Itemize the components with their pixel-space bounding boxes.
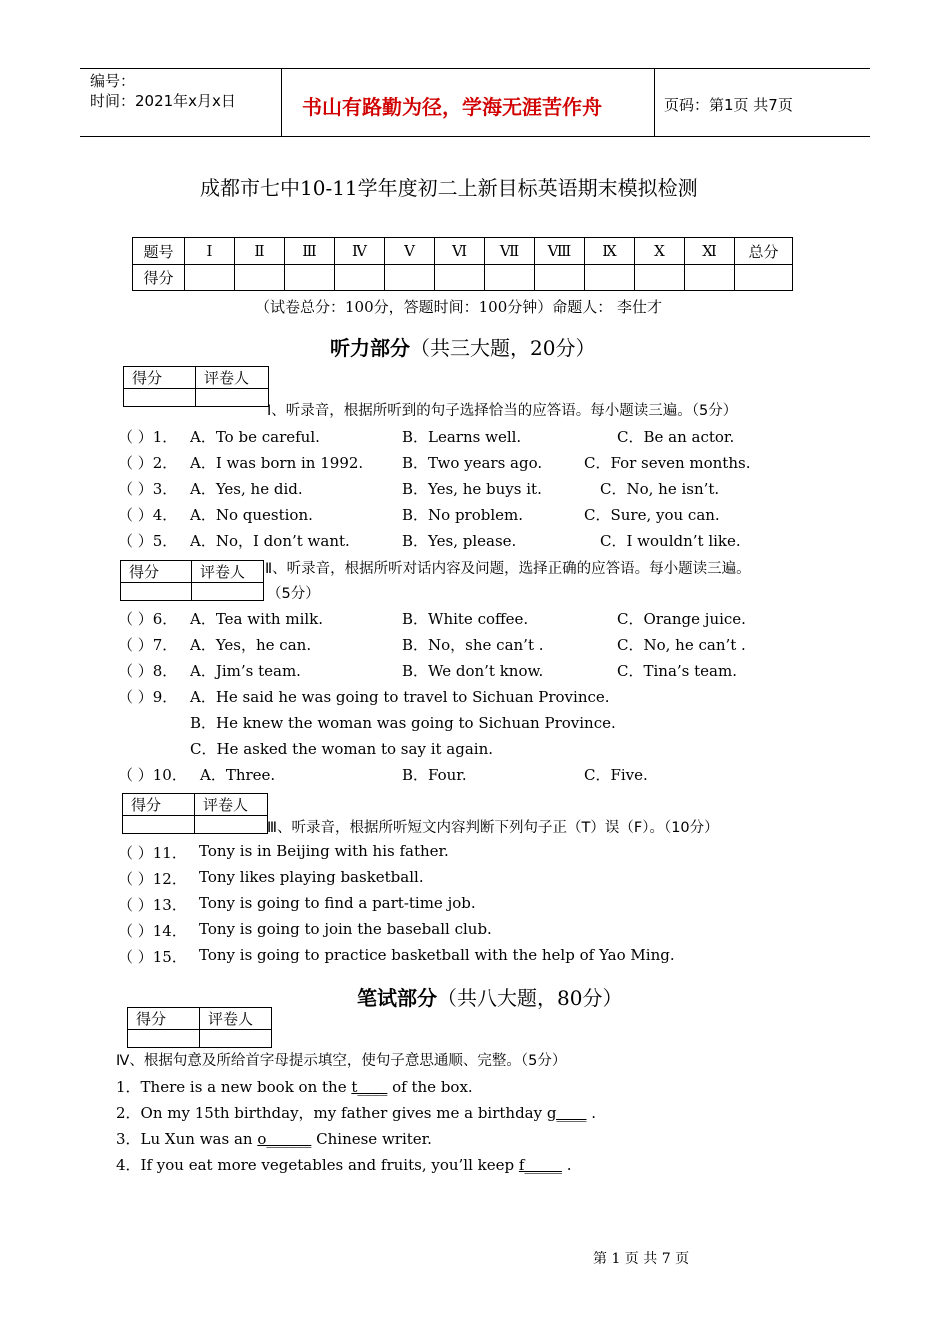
score-cell[interactable] [535,265,585,291]
option-a: A．I was born in 1992. [190,454,364,472]
question-number: （ ）2． [118,454,178,472]
writing-title-rest: （共八大题，80分） [437,986,623,1010]
option-c: C．Tina’s team. [617,662,737,680]
question-number: （ ）15． [118,948,187,966]
option-b: B．Learns well. [402,428,522,446]
grader-box-3 [122,793,268,834]
fill-item [116,1154,572,1175]
score-table-row-label: 得分 [133,265,185,291]
option-c: C．He asked the woman to say it again. [190,740,493,758]
score-table-col: Ⅰ [185,238,235,265]
score-table-col: Ⅸ [585,238,635,265]
item-text-before: Lu Xun was an [140,1130,258,1148]
score-cell[interactable] [635,265,685,291]
score-cell[interactable] [735,265,793,291]
page-label: 页码：第1页 共7页 [664,96,793,114]
grader-score-cell[interactable] [121,583,192,601]
fill-item [116,1102,596,1123]
item-blank[interactable]: f_____ [518,1156,562,1174]
item-number: 4． [116,1156,141,1174]
question-number: （ ）3． [118,480,178,498]
option-b: B．Four. [402,766,467,784]
grader-reviewer-label: 评卷人 [192,561,264,583]
option-a: A．To be careful. [190,428,320,446]
question-number: （ ）12． [118,870,187,888]
question-number: （ ）13． [118,896,187,914]
grader-reviewer-cell[interactable] [192,583,264,601]
exam-info: （试卷总分：100分，答题时间：100分钟）命题人： 李仕才 [255,298,663,316]
grader-box-1 [123,366,269,407]
grader-score-cell[interactable] [123,816,195,834]
grader-score-cell[interactable] [124,389,196,407]
part3-instruction: Ⅲ、听录音，根据所听短文内容判断下列句子正（T）误（F）。（10分） [267,820,719,836]
item-blank[interactable]: t____ [351,1078,388,1096]
score-table-col: Ⅹ [635,238,685,265]
score-cell[interactable] [585,265,635,291]
score-table-total: 总分 [735,238,793,265]
score-table-col: Ⅵ [435,238,485,265]
grader-reviewer-cell[interactable] [195,816,268,834]
option-a: A．Tea with milk. [190,610,324,628]
option-b: B．No problem. [402,506,524,524]
score-cell[interactable] [185,265,235,291]
option-c: C．Be an actor. [617,428,735,446]
option-a: A．No question. [190,506,313,524]
item-number: 2． [116,1104,141,1122]
grader-score-label: 得分 [124,367,196,389]
option-b: B．We don’t know. [402,662,544,680]
question-text: Tony is going to practice basketball with the help of Yao Ming. [199,946,675,964]
fill-item [116,1076,473,1097]
item-text-before: If you eat more vegetables and fruits, you’ll keep [140,1156,519,1174]
option-c: C．For seven months. [584,454,751,472]
score-table-col: Ⅷ [535,238,585,265]
option-c: C．No, he can’t . [617,636,746,654]
header-divider-left [281,68,282,136]
score-table [132,237,793,291]
option-a: A．Three. [200,766,276,784]
option-b: B．Yes, please. [402,532,517,550]
score-table-header-label: 题号 [133,238,185,265]
item-number: 1． [116,1078,141,1096]
question-number: （ ）9． [118,688,178,706]
option-c: C．Sure, you can. [584,506,720,524]
option-a: A．Yes，he can. [190,636,312,654]
option-c: C．Five. [584,766,648,784]
question-text: Tony is going to find a part-time job. [199,894,476,912]
date-label: 时间：2021年x月x日 [90,92,236,110]
option-c: C．I wouldn’t like. [600,532,741,550]
item-text-after: . [561,1156,572,1174]
writing-title-bold: 笔试部分 [357,986,437,1010]
grader-box-2 [120,560,264,601]
option-b: B．No，she can’t . [402,636,544,654]
document-title: 成都市七中10-11学年度初二上新目标英语期末模拟检测 [200,176,698,200]
item-text-after: . [586,1104,597,1122]
score-table-col: Ⅺ [685,238,735,265]
grader-reviewer-cell[interactable] [196,389,269,407]
item-text-after: Chinese writer. [311,1130,432,1148]
option-b: B．White coffee. [402,610,529,628]
listening-section-title [330,332,595,361]
score-table-col: Ⅶ [485,238,535,265]
score-cell[interactable] [285,265,335,291]
question-number: （ ）6． [118,610,178,628]
grader-score-label: 得分 [128,1008,200,1030]
score-table-col: Ⅱ [235,238,285,265]
score-cell[interactable] [235,265,285,291]
part2-instruction: Ⅱ、听录音，根据所听对话内容及问题，选择正确的应答语。每小题读三遍。 [265,561,751,577]
item-blank[interactable]: o______ [257,1130,312,1148]
item-text-after: of the box. [387,1078,473,1096]
item-text-before: There is a new book on the [140,1078,352,1096]
grader-box-4 [127,1007,272,1048]
grader-score-label: 得分 [121,561,192,583]
question-text: Tony is in Beijing with his father. [199,842,449,860]
listening-title-rest: （共三大题，20分） [410,336,596,360]
grader-reviewer-label: 评卷人 [196,367,269,389]
question-number: （ ）7． [118,636,178,654]
part2-instruction-points: （5分） [267,586,320,602]
header-motto: 书山有路勤为径，学海无涯苦作舟 [302,95,602,119]
serial-label: 编号： [90,72,136,90]
option-b: B．He knew the woman was going to Sichuan Province. [190,714,616,732]
score-cell[interactable] [435,265,485,291]
part4-instruction: Ⅳ、根据句意及所给首字母提示填空，使句子意思通顺、完整。（5分） [116,1053,567,1069]
score-cell[interactable] [485,265,535,291]
score-table-col: Ⅳ [335,238,385,265]
question-number: （ ）1． [118,428,178,446]
page-footer: 第 1 页 共 7 页 [593,1251,690,1267]
option-a: A．Yes, he did. [190,480,303,498]
question-text: Tony is going to join the baseball club. [199,920,492,938]
question-number: （ ）4． [118,506,178,524]
item-text-before: On my 15th birthday，my father gives me a birthday [140,1104,547,1122]
header-divider-right [654,68,655,136]
fill-item [116,1128,432,1149]
header-bottom-rule [80,136,870,137]
score-cell[interactable] [335,265,385,291]
option-b: B．Two years ago. [402,454,543,472]
score-table-col: Ⅴ [385,238,435,265]
option-c: C．Orange juice. [617,610,746,628]
question-number: （ ）8． [118,662,178,680]
grader-reviewer-label: 评卷人 [195,794,268,816]
item-blank[interactable]: g____ [546,1104,587,1122]
grader-score-label: 得分 [123,794,195,816]
question-number: （ ）14． [118,922,187,940]
option-a: A．No，I don’t want. [190,532,350,550]
option-a: A．Jim’s team. [190,662,301,680]
header-top-rule [80,68,870,69]
question-number: （ ）11． [118,844,187,862]
option-a: A．He said he was going to travel to Sichuan Province. [190,688,610,706]
option-b: B．Yes, he buys it. [402,480,542,498]
score-cell[interactable] [685,265,735,291]
writing-section-title [357,982,622,1011]
score-cell[interactable] [385,265,435,291]
score-table-col: Ⅲ [285,238,335,265]
part1-instruction: Ⅰ、听录音，根据所听到的句子选择恰当的应答语。每小题读三遍。（5分） [267,403,738,419]
grader-reviewer-label: 评卷人 [200,1008,272,1030]
question-number: （ ）10． [118,766,187,784]
grader-score-cell[interactable] [128,1030,200,1048]
question-text: Tony likes playing basketball. [199,868,424,886]
listening-title-bold: 听力部分 [330,336,410,360]
option-c: C．No, he isn’t. [600,480,720,498]
question-number: （ ）5． [118,532,178,550]
grader-reviewer-cell[interactable] [200,1030,272,1048]
item-number: 3． [116,1130,141,1148]
